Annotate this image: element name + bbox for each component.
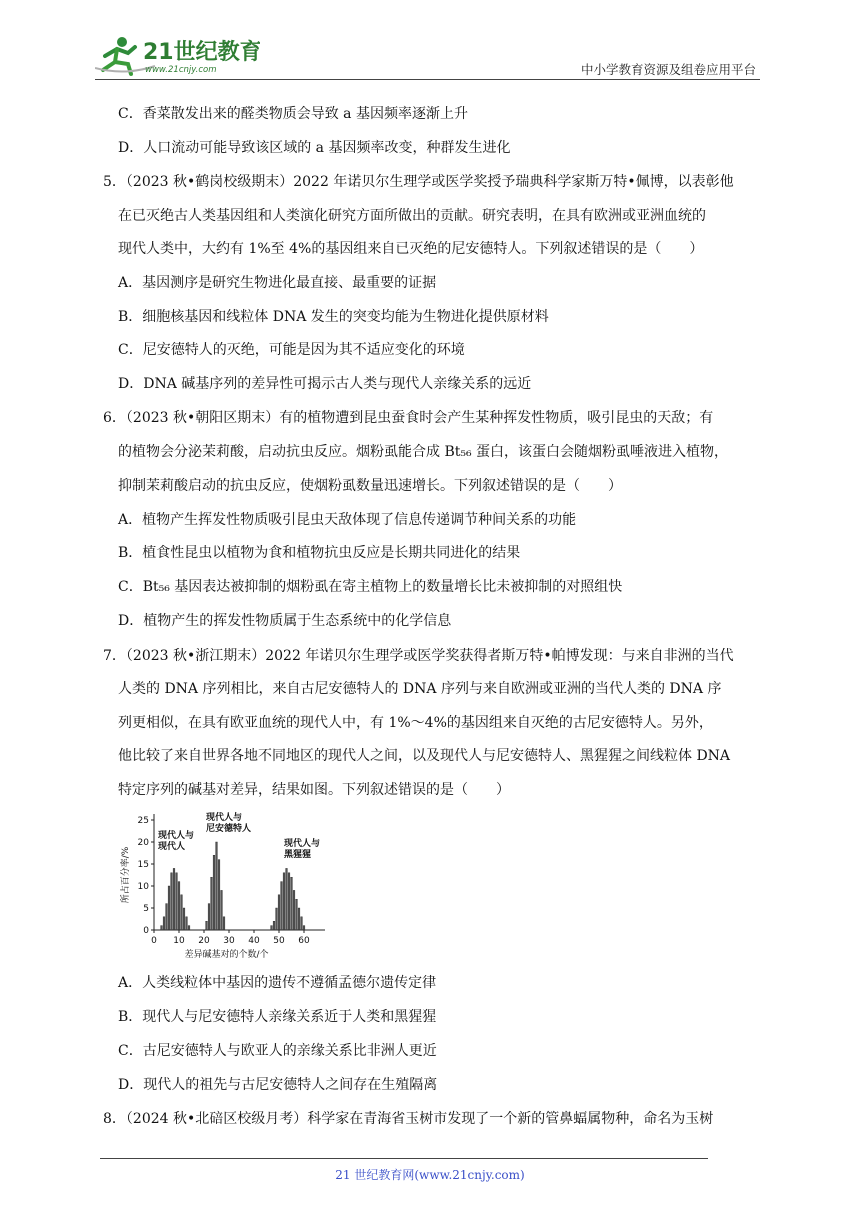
question-line: 他比较了来自世界各地不同地区的现代人之间，以及现代人与尼安德特人、黑猩猩之间线粒体 DNA	[118, 748, 731, 764]
x-tick-label: 10	[173, 936, 185, 946]
bar-series-1	[178, 882, 180, 930]
y-tick-label: 0	[143, 926, 149, 936]
logo-url: www.21cnjy.com	[145, 65, 217, 75]
bar-series-1	[176, 873, 178, 930]
question-line: 列更相似，在具有欧亚血统的现代人中，有 1%～4%的基因组来自灭绝的古尼安德特人。另外，	[118, 715, 713, 731]
series-annotation: 现代人	[158, 842, 186, 852]
bar-series-1	[186, 917, 188, 930]
bar-series-1	[166, 904, 168, 930]
bar-series-3	[288, 873, 290, 930]
site-logo	[95, 34, 260, 78]
option-line: C．Bt₅₆ 基因表达被抑制的烟粉虱在寄主植物上的数量增长比未被抑制的对照组快	[118, 579, 623, 595]
bar-series-1	[173, 868, 175, 930]
option-line: A．基因测序是研究生物进化最直接、最重要的证据	[118, 275, 437, 291]
x-tick-label: 50	[273, 936, 285, 946]
bar-series-3	[281, 882, 283, 930]
question-line: 8．（2024 秋•北碚区校级月考）科学家在青海省玉树市发现了一个新的管鼻蝠属物种，命名为玉树	[103, 1111, 714, 1127]
x-axis-title: 差异碱基对的个数/个	[184, 950, 269, 960]
question-line: 的植物会分泌茉莉酸，启动抗虫反应。烟粉虱能合成 Bt₅₆ 蛋白，该蛋白会随烟粉虱唾液进入植物，	[118, 444, 729, 460]
bar-series-1	[168, 886, 170, 930]
bar-series-3	[293, 890, 295, 930]
x-tick-label: 60	[298, 936, 310, 946]
footer-source: 21 世纪教育网(www.21cnjy.com)	[335, 1168, 525, 1182]
bar-series-3	[298, 908, 300, 930]
y-axis-title: 所占百分率/%	[121, 846, 131, 904]
x-tick-label: 40	[248, 936, 260, 946]
y-tick-label: 20	[137, 838, 149, 848]
series-annotation: 现代人与	[158, 831, 195, 841]
series-annotation: 现代人与	[206, 813, 243, 823]
y-tick-label: 15	[137, 860, 149, 870]
option-line: C．香菜散发出来的醛类物质会导致 a 基因频率逐渐上升	[118, 106, 468, 122]
option-line: C．古尼安德特人与欧亚人的亲缘关系比非洲人更近	[118, 1043, 437, 1059]
option-line: D．人口流动可能导致该区域的 a 基因频率改变，种群发生进化	[118, 140, 511, 156]
bar-series-3	[273, 921, 275, 930]
bar-series-2	[213, 855, 215, 930]
question-line: 在已灭绝古人类基因组和人类演化研究方面所做出的贡献。研究表明，在具有欧洲或亚洲血统的	[118, 208, 706, 224]
series-annotation: 现代人与	[284, 839, 321, 849]
series-annotation: 黑猩猩	[284, 850, 312, 860]
question-line: 5．（2023 秋•鹤岗校级期末）2022 年诺贝尔生理学或医学奖授予瑞典科学家斯万特•佩博，以表彰他	[103, 174, 734, 190]
platform-name: 中小学教育资源及组卷应用平台	[580, 62, 756, 77]
bar-series-3	[296, 899, 298, 930]
option-line: D．植物产生的挥发性物质属于生态系统中的化学信息	[118, 613, 452, 629]
question-line: 现代人类中，大约有 1%至 4%的基因组来自已灭绝的尼安德特人。下列叙述错误的是（ ）	[118, 241, 704, 257]
bar-series-2	[211, 877, 213, 930]
bar-series-2	[221, 890, 223, 930]
option-line: B．细胞核基因和线粒体 DNA 发生的突变均能为生物进化提供原材料	[118, 309, 549, 325]
bar-series-1	[163, 917, 165, 930]
bar-series-2	[218, 860, 220, 930]
x-tick-label: 30	[223, 936, 235, 946]
option-line: A．植物产生挥发性物质吸引昆虫天敌体现了信息传递调节种间关系的功能	[118, 512, 577, 528]
bar-series-1	[161, 926, 163, 930]
bar-series-2	[208, 904, 210, 930]
bar-series-3	[271, 926, 273, 930]
question-line: 7．（2023 秋•浙江期末）2022 年诺贝尔生理学或医学奖获得者斯万特•帕博发现：与来自非洲的当代	[103, 648, 734, 664]
option-line: C．尼安德特人的灭绝，可能是因为其不适应变化的环境	[118, 342, 465, 358]
series-annotation: 尼安德特人	[206, 824, 252, 834]
bar-series-2	[216, 842, 218, 930]
bar-series-1	[188, 926, 190, 930]
option-line: B．植食性昆虫以植物为食和植物抗虫反应是长期共同进化的结果	[118, 545, 521, 561]
mtdna-difference-chart	[116, 810, 331, 960]
bar-series-3	[283, 873, 285, 930]
bar-series-2	[223, 917, 225, 930]
y-tick-label: 10	[137, 882, 149, 892]
footer-divider	[100, 1158, 708, 1159]
option-line: B．现代人与尼安德特人亲缘关系近于人类和黑猩猩	[118, 1009, 437, 1025]
y-tick-label: 5	[143, 904, 149, 914]
header-divider	[95, 79, 760, 80]
bar-series-3	[303, 926, 305, 930]
question-line: 人类的 DNA 序列相比，来自古尼安德特人的 DNA 序列与来自欧洲或亚洲的当代人类的 DNA 序	[118, 681, 722, 697]
logo-text: 21世纪教育	[143, 40, 260, 65]
bar-series-3	[278, 895, 280, 930]
bar-series-3	[286, 868, 288, 930]
question-line: 6．（2023 秋•朝阳区期末）有的植物遭到昆虫蚕食时会产生某种挥发性物质，吸引昆虫的天敌；有	[103, 410, 714, 426]
bar-series-1	[183, 908, 185, 930]
option-line: D．DNA 碱基序列的差异性可揭示古人类与现代人亲缘关系的远近	[118, 376, 532, 392]
question-line: 特定序列的碱基对差异，结果如图。下列叙述错误的是（ ）	[118, 782, 510, 798]
question-line: 抑制茉莉酸启动的抗虫反应，使烟粉虱数量迅速增长。下列叙述错误的是（ ）	[118, 478, 622, 494]
bar-series-3	[291, 877, 293, 930]
bar-series-1	[181, 895, 183, 930]
bar-series-3	[276, 908, 278, 930]
x-tick-label: 20	[198, 936, 210, 946]
y-tick-label: 25	[137, 816, 149, 826]
bar-series-1	[171, 873, 173, 930]
option-line: D．现代人的祖先与古尼安德特人之间存在生殖隔离	[118, 1077, 438, 1093]
bar-series-2	[206, 921, 208, 930]
bar-series-3	[301, 917, 303, 930]
option-line: A．人类线粒体中基因的遗传不遵循孟德尔遗传定律	[118, 975, 437, 991]
x-tick-label: 0	[151, 936, 157, 946]
